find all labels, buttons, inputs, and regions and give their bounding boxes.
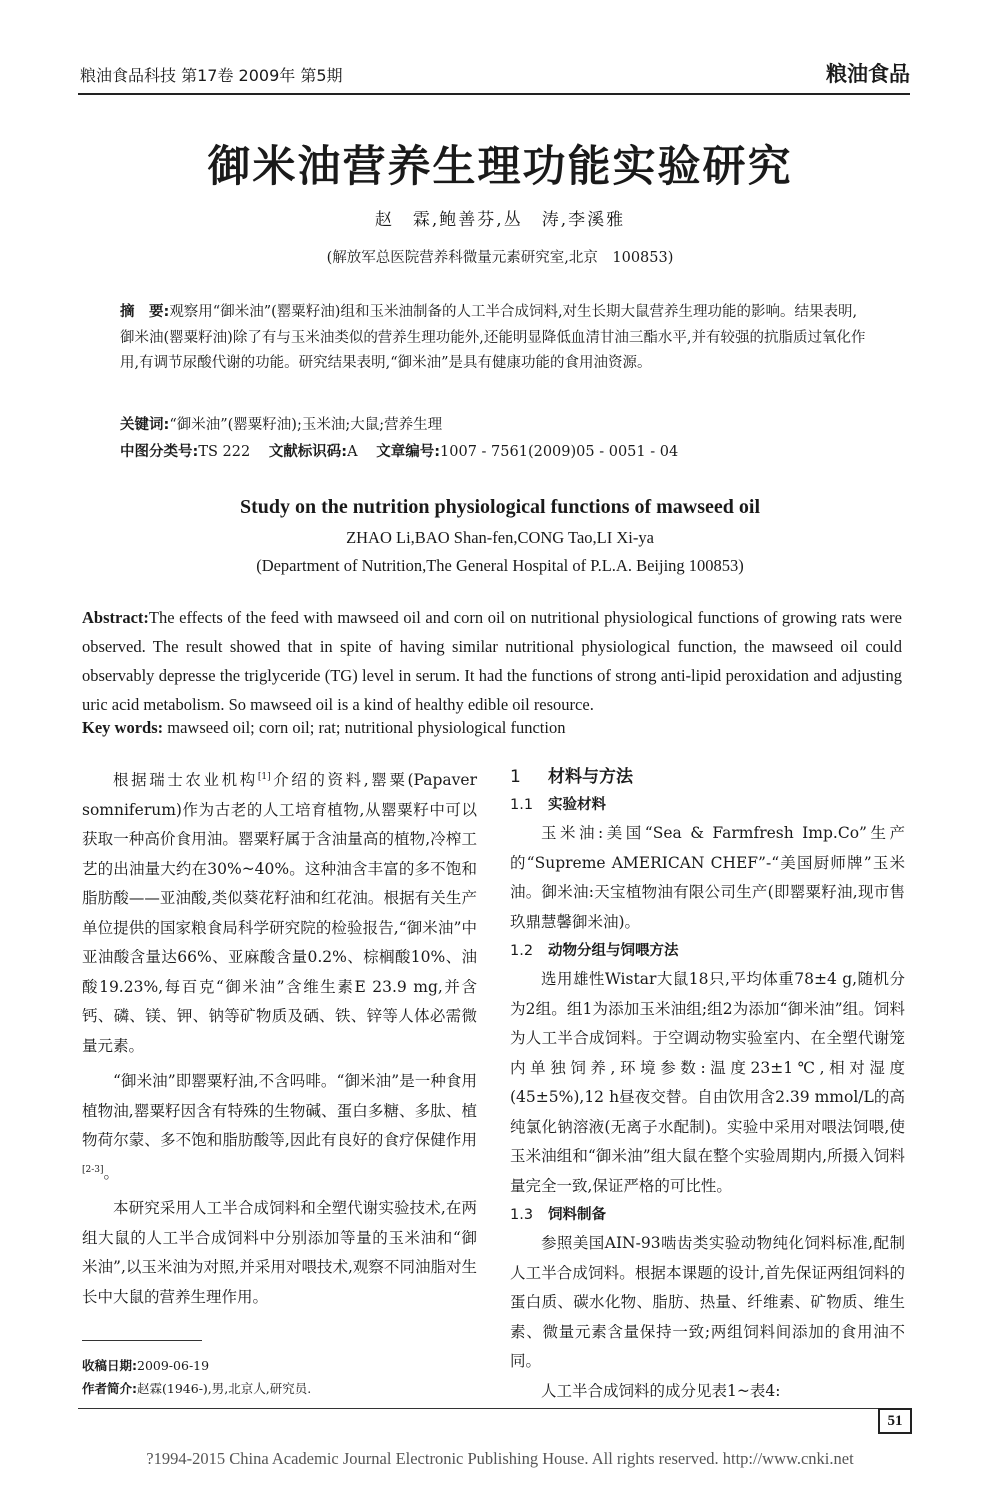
footnote-author (82, 1379, 311, 1397)
footnote-received (82, 1356, 209, 1374)
english-keywords-text: mawseed oil; corn oil; rat; nutritional physiological function (167, 718, 566, 737)
english-keywords (82, 718, 902, 738)
abstract-cn-text: 观察用“御米油”(罂粟籽油)组和玉米油制备的人工半合成饲料,对生长期大鼠营养生理功能的影响。结果表明,御米油(罂粟籽油)除了有与玉米油类似的营养生理功能外,还能明显降低血清甘油三酯水平,并有较强的抗脂质过氧化作用,有调节尿酸代谢的功能。研究结果表明,“御米油”是具有健康功能的食用油资源。 (120, 304, 866, 371)
intro-p2-b: 。 (103, 1163, 120, 1182)
section-1-3-heading (510, 1201, 905, 1229)
doc-code-label: 文献标识码: (268, 444, 348, 460)
english-abstract-label: Abstract: (82, 608, 149, 627)
article-no-value: 1007 - 7561(2009)05 - 0051 - 04 (440, 444, 679, 460)
section-1-2-title: 动物分组与饲喂方法 (548, 943, 679, 959)
intro-p1-a: 根据瑞士农业机构 (113, 771, 258, 790)
footnote-rule (82, 1340, 202, 1341)
authors: 赵 霖,鲍善芬,丛 涛,李溪雅 (374, 210, 626, 230)
bottom-rule (78, 1408, 878, 1409)
journal-issue-header: 粮油食品科技 第17卷 2009年 第5期 (80, 66, 343, 85)
intro-paragraph-3: 本研究采用人工半合成饲料和全塑代谢实验技术,在两组大鼠的人工半合成饲料中分别添加等量的玉米油和“御米油”,以玉米油为对照,并采用对喂技术,观察不同油脂对生长中大鼠的营养生理作用。 (82, 1199, 477, 1306)
section-1-2-number: 1.2 (510, 943, 534, 959)
section-1-1-heading (510, 791, 905, 819)
section-1-heading (510, 763, 905, 791)
section-1-number: 1 (510, 767, 521, 787)
clc-value: TS 222 (198, 444, 251, 460)
classification-line (120, 440, 900, 461)
keywords-cn-text: “御米油”(罂粟籽油);玉米油;大鼠;营养生理 (169, 417, 443, 433)
english-keywords-label: Key words: (82, 718, 164, 737)
paper-title: 御米油营养生理功能实验研究 (207, 142, 793, 192)
english-authors: ZHAO Li,BAO Shan-fen,CONG Tao,LI Xi-ya (346, 528, 654, 547)
intro-p1-b: 介绍的资料,罂粟(Papaver somniferum)作为古老的人工培育植物,从罂粟籽中可以获取一种高价食用油。罂粟籽属于含油量高的植物,冷榨工艺的出油量大约在30%~40%。这种油含丰富的多不饱和脂肪酸——亚油酸,类似葵花籽油和红花油。根据有关生产单位提供的国家粮食局科学研究院的检验报告,“御米油”中亚油酸含量达66%、亚麻酸含量0.2%、棕榈酸10%、油酸19.23%,每百克“御米油”含维生素E 23.9 mg,并含钙、磷、镁、钾、钠等矿物质及硒、铁、锌等人体必需微量元素。 (82, 771, 477, 1055)
received-label: 收稿日期: (82, 1358, 137, 1373)
section-1-2-text: 选用雄性Wistar大鼠18只,平均体重78±4 g,随机分为2组。组1为添加玉米油组;组2为添加“御米油”组。饲料为人工半合成饲料。于空调动物实验室内、在全塑代谢笼内单独饲养,环境参数:温度23±1℃,相对湿度(45±5%),12 h昼夜交替。自由饮用含2.39 mmol/L的高纯氯化钠溶液(无离子水配制)。实验中采用对喂法饲喂,使玉米油组和“御米油”组大鼠在整个实验周期内,所摄入饲料量完全一致,保证严格的可比性。 (510, 970, 905, 1195)
english-affiliation: (Department of Nutrition,The General Hospital of P.L.A. Beijing 100853) (256, 556, 744, 575)
body-left-column (82, 763, 477, 1318)
keywords-cn-label: 关键词: (120, 417, 170, 433)
section-1-1-text: 玉米油:美国“Sea & Farmfresh Imp.Co”生产的“Supreme AMERICAN CHEF”-“美国厨师牌”玉米油。御米油:天宝植物油有限公司生产(即罂粟籽油,现市售玖鼎慧馨御米油)。 (510, 824, 905, 931)
intro-paragraph-2 (82, 1067, 477, 1188)
author-bio-label: 作者简介: (82, 1381, 137, 1396)
affiliation: (解放军总医院营养科微量元素研究室,北京 100853) (326, 250, 674, 266)
ref-1: [1] (257, 772, 271, 782)
english-title: Study on the nutrition physiological functions of mawseed oil (239, 496, 761, 518)
intro-p2-a: “御米油”即罂粟籽油,不含吗啡。“御米油”是一种食用植物油,罂粟籽因含有特殊的生物碱、蛋白多糖、多肽、植物荷尔蒙、多不饱和脂肪酸等,因此有良好的食疗保健作用 (82, 1072, 477, 1150)
section-1-2-heading (510, 937, 905, 965)
english-abstract (82, 603, 902, 719)
author-bio: 赵霖(1946-),男,北京人,研究员. (137, 1381, 312, 1396)
section-1-3-text-2: 人工半合成饲料的成分见表1~表4: (541, 1381, 781, 1400)
body-right-column (510, 763, 905, 1406)
keywords-cn (120, 413, 880, 434)
english-abstract-text: The effects of the feed with mawseed oil and corn oil on nutritional physiological functions of growing rats were observed. The result showed that in spite of having similar nutritional physiological function, the mawseed oil could observably depresse the triglyceride (TG) level in serum. It had the functions of strong anti-lipid peroxidation and adjusting uric acid metabolism. So mawseed oil is a kind of healthy edible oil resource. (82, 608, 902, 714)
doc-code-value: A (347, 444, 358, 460)
clc-label: 中图分类号: (120, 444, 199, 460)
section-1-3-text: 参照美国AIN-93啮齿类实验动物纯化饲料标准,配制人工半合成饲料。根据本课题的设计,首先保证两组饲料的蛋白质、碳水化物、脂肪、热量、纤维素、矿物质、维生素、微量元素含量保持一致;两组饲料间添加的食用油不同。 (510, 1234, 905, 1370)
section-1-title: 材料与方法 (548, 767, 633, 787)
ref-2-3: [2-3] (82, 1164, 104, 1175)
header-rule (78, 93, 910, 95)
section-1-1-title: 实验材料 (548, 797, 606, 813)
copyright-footer: ?1994-2015 China Academic Journal Electronic Publishing House. All rights reserved. http://www.cnki.net (146, 1449, 854, 1468)
page-number: 51 (878, 1408, 912, 1434)
section-1-3-title: 饲料制备 (548, 1207, 606, 1223)
section-1-1-number: 1.1 (510, 797, 534, 813)
section-1-3-number: 1.3 (510, 1207, 534, 1223)
article-no-label: 文章编号: (376, 444, 441, 460)
section-name-header: 粮油食品 (826, 62, 910, 86)
abstract-cn (120, 300, 870, 377)
intro-paragraph-1 (82, 763, 477, 1061)
received-date: 2009-06-19 (137, 1358, 210, 1373)
abstract-cn-label: 摘 要: (120, 304, 170, 320)
